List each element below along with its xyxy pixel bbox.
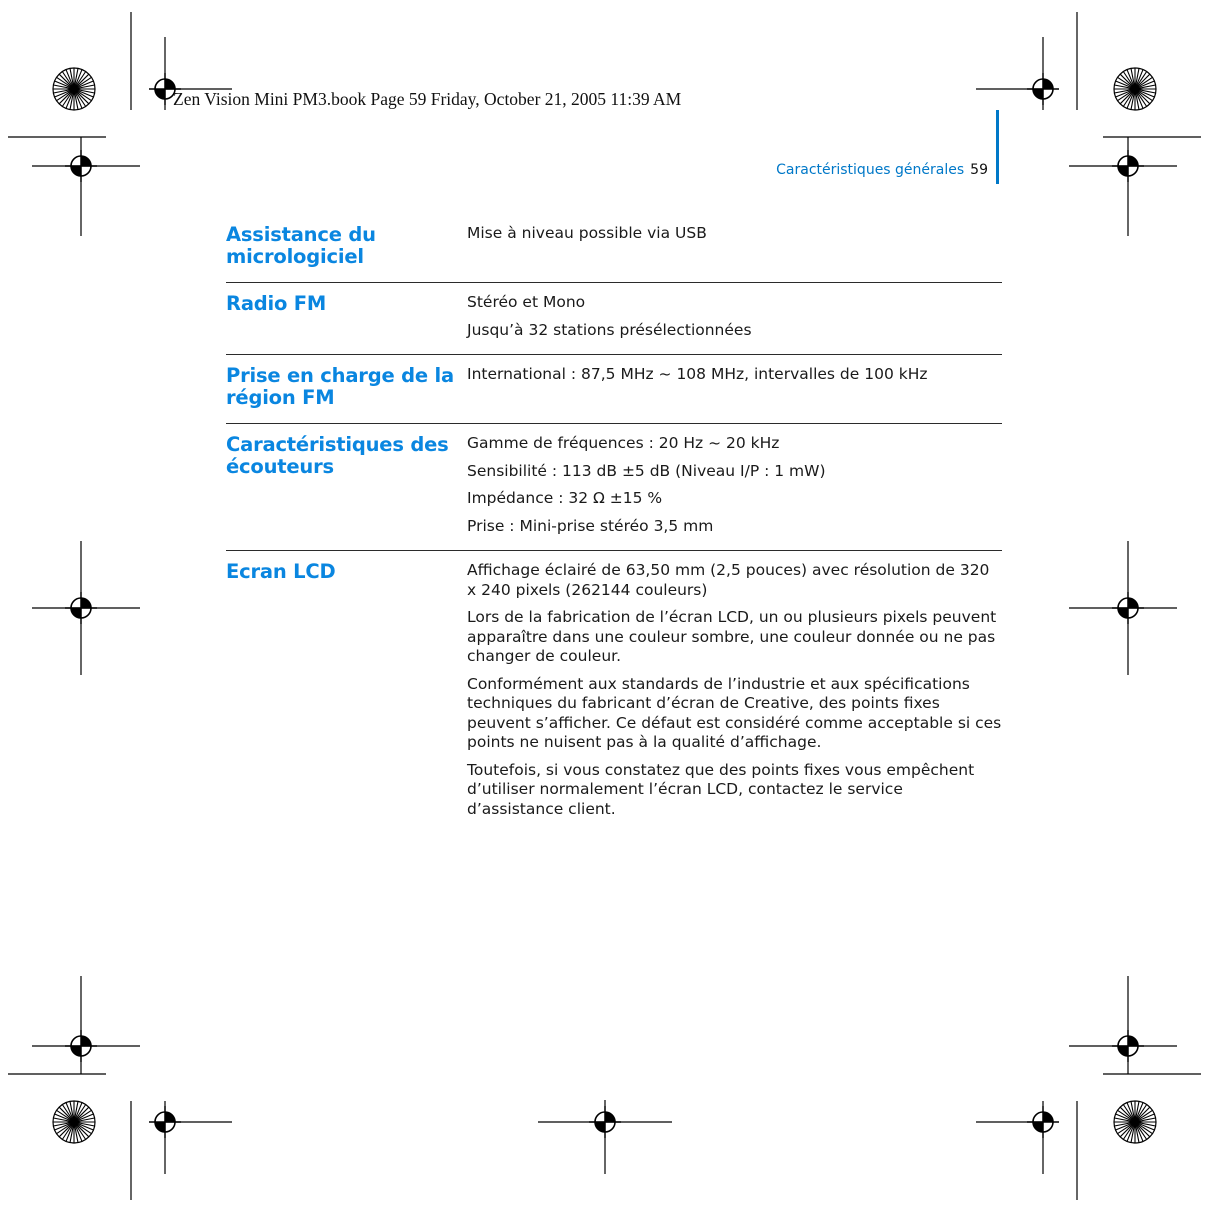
spec-row-earphones	[226, 423, 1002, 550]
spec-values	[467, 224, 1002, 268]
spec-label: Assistance du micrologiciel	[226, 223, 376, 268]
spec-label: Prise en charge de la région FM	[226, 364, 454, 409]
spec-values	[467, 365, 1002, 409]
spec-label: Caractéristiques des écouteurs	[226, 433, 449, 478]
spec-value: Toutefois, si vous constatez que des points fixes vous empêchent d’utiliser normalement l’écran LCD, contactez le service d’assistance client.	[467, 760, 975, 818]
spec-value: Mise à niveau possible via USB	[467, 224, 707, 242]
spec-label: Ecran LCD	[226, 560, 336, 583]
page-number: 59	[970, 162, 988, 178]
spec-row-fm-radio	[226, 282, 1002, 354]
running-head-rule	[996, 110, 999, 184]
book-slug-line: Zen Vision Mini PM3.book Page 59 Friday, October 21, 2005 11:39 AM	[173, 89, 682, 109]
spec-value: Gamme de fréquences : 20 Hz ~ 20 kHz	[467, 434, 780, 452]
spec-label: Radio FM	[226, 292, 327, 315]
spec-table	[226, 216, 1002, 833]
spec-value: Prise : Mini-prise stéréo 3,5 mm	[467, 516, 714, 535]
running-head-title: Caractéristiques générales	[776, 162, 965, 178]
spec-row-fm-region	[226, 354, 1002, 423]
spec-value: Sensibilité : 113 dB ±5 dB (Niveau I/P : 1 mW)	[467, 461, 826, 480]
spec-value: International : 87,5 MHz ~ 108 MHz, intervalles de 100 kHz	[467, 365, 928, 383]
spec-values	[467, 293, 1002, 340]
running-head	[776, 162, 988, 178]
spec-value: Affichage éclairé de 63,50 mm (2,5 pouces) avec résolution de 320 x 240 pixels (262144 couleurs)	[467, 561, 990, 599]
spec-value: Conformément aux standards de l’industrie et aux spécifications techniques du fabricant d’écran de Creative, des points fixes peuvent s’afficher. Ce défaut est considéré comme acceptable si ces points ne nuisent pas à la qualité d’affichage.	[467, 674, 1002, 751]
spec-value: Jusqu’à 32 stations présélectionnées	[467, 320, 752, 339]
spec-value: Impédance : 32 Ω ±15 %	[467, 489, 663, 507]
spec-row-lcd	[226, 550, 1002, 833]
spec-row-firmware	[226, 216, 1002, 282]
spec-values	[467, 561, 1002, 819]
spec-value: Lors de la fabrication de l’écran LCD, un ou plusieurs pixels peuvent apparaître dans une couleur sombre, une couleur donnée ou ne pas changer de couleur.	[467, 608, 997, 665]
spec-values	[467, 434, 1002, 536]
spec-value: Stéréo et Mono	[467, 293, 586, 311]
